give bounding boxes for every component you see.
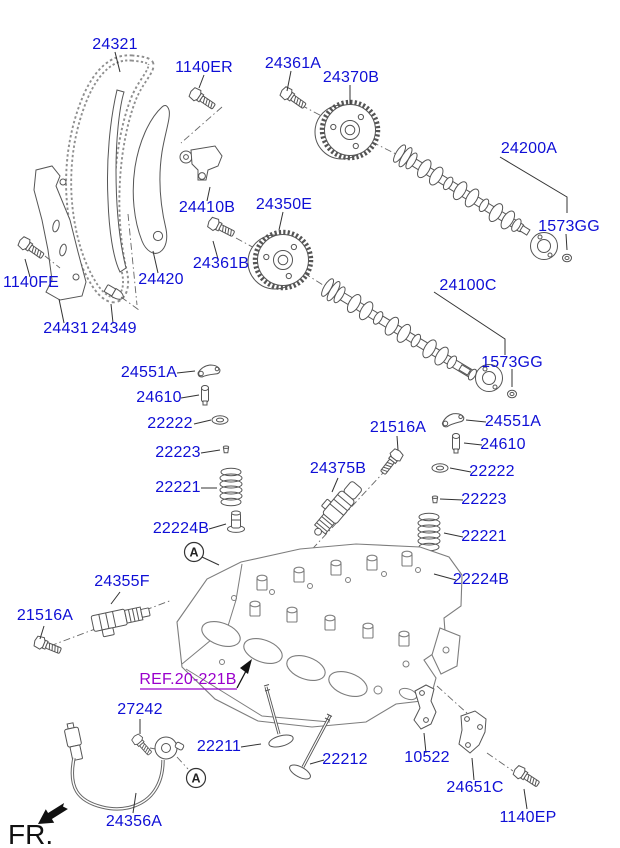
part-label-1573GG-bottom[interactable]: 1573GG	[481, 354, 543, 371]
stem-seal-left	[228, 511, 245, 532]
part-label-27242[interactable]: 27242	[117, 701, 163, 718]
chain-tensioner-24410B	[180, 146, 222, 180]
lash-adjuster-left	[202, 386, 209, 406]
cam-target-plate-1573GG-top	[531, 233, 572, 262]
spring-retainer-right	[432, 464, 448, 472]
part-label-24551A-right[interactable]: 24551A	[484, 413, 542, 430]
part-label-22221-right[interactable]: 22221	[461, 528, 507, 545]
bolt-24361B	[206, 216, 236, 240]
rocker-arm-right	[441, 412, 464, 427]
part-label-24100C[interactable]: 24100C	[439, 277, 497, 294]
part-label-24375B[interactable]: 24375B	[309, 460, 367, 477]
part-label-22223-left[interactable]: 22223	[155, 444, 201, 461]
cvvt-sprocket-24370B	[315, 102, 378, 159]
oil-control-valve-24355F	[91, 604, 153, 639]
lash-adjuster-right	[453, 434, 460, 454]
part-label-24356A[interactable]: 24356A	[105, 813, 163, 830]
part-label-24361A[interactable]: 24361A	[264, 55, 322, 72]
part-label-24200A[interactable]: 24200A	[500, 140, 558, 157]
harness-connector	[63, 722, 84, 761]
camshaft-exhaust-24200A	[391, 142, 534, 241]
view-marker-a-top	[185, 543, 204, 562]
part-label-24361B[interactable]: 24361B	[192, 255, 250, 272]
bolt-21516A-mid	[378, 447, 405, 476]
bolt-27242	[130, 733, 153, 757]
part-label-22224B-left[interactable]: 22224B	[152, 520, 210, 537]
view-marker-a-bottom	[187, 769, 206, 788]
part-label-22222-right[interactable]: 22222	[469, 463, 515, 480]
bracket-10522	[414, 685, 436, 729]
part-label-1140EP[interactable]: 1140EP	[499, 809, 557, 826]
bolt-24361A	[278, 85, 308, 111]
bolt-1140EP	[512, 764, 542, 789]
sensor-body	[155, 737, 184, 759]
part-label-24410B[interactable]: 24410B	[178, 199, 236, 216]
part-label-24551A-left[interactable]: 24551A	[120, 364, 178, 381]
view-marker-a-top-label: A	[189, 545, 199, 560]
part-label-24651C[interactable]: 24651C	[446, 779, 504, 796]
valve-spring-left	[220, 468, 242, 506]
part-label-24321[interactable]: 24321	[92, 36, 138, 53]
part-label-10522[interactable]: 10522	[404, 749, 450, 766]
bolt-1140FE	[16, 235, 46, 261]
rocker-arm-left	[198, 365, 220, 377]
fr-label: FR.	[8, 819, 54, 848]
part-label-24370B[interactable]: 24370B	[322, 69, 380, 86]
part-label-22212[interactable]: 22212	[322, 751, 368, 768]
part-label-22224B-right[interactable]: 22224B	[452, 571, 510, 588]
part-label-24349[interactable]: 24349	[91, 320, 137, 337]
part-label-21516A-left[interactable]: 21516A	[16, 607, 74, 624]
valve-spring-right	[418, 513, 440, 551]
part-label-22223-right[interactable]: 22223	[461, 491, 507, 508]
tensioner-arm-guide	[133, 105, 169, 253]
part-label-21516A-mid[interactable]: 21516A	[369, 419, 427, 436]
valve-cotter-left	[223, 446, 228, 453]
part-label-22211[interactable]: 22211	[196, 738, 242, 755]
view-marker-a-bottom-label: A	[191, 771, 201, 786]
spring-retainer-left	[212, 416, 228, 424]
part-label-24610-left[interactable]: 24610	[136, 389, 182, 406]
harness-cable	[72, 758, 163, 809]
part-label-1140FE[interactable]: 1140FE	[2, 274, 60, 291]
ref-link-20-221B[interactable]: REF.20-221B	[139, 671, 237, 688]
valve-cotter-right	[432, 496, 437, 503]
part-label-22221-left[interactable]: 22221	[155, 479, 201, 496]
part-label-24431[interactable]: 24431	[43, 320, 89, 337]
part-label-1140ER[interactable]: 1140ER	[175, 59, 233, 76]
part-label-1573GG-top[interactable]: 1573GG	[538, 218, 600, 235]
part-label-24610-right[interactable]: 24610	[480, 436, 526, 453]
bolt-21516A-left	[33, 635, 63, 657]
bolt-1140ER	[188, 86, 218, 112]
part-label-24420[interactable]: 24420	[138, 271, 184, 288]
part-label-24350E[interactable]: 24350E	[255, 196, 313, 213]
cvvt-sprocket-24350E	[248, 232, 311, 289]
bracket-24651C	[459, 711, 486, 753]
part-label-24355F[interactable]: 24355F	[94, 573, 150, 590]
part-label-22222-left[interactable]: 22222	[147, 415, 193, 432]
